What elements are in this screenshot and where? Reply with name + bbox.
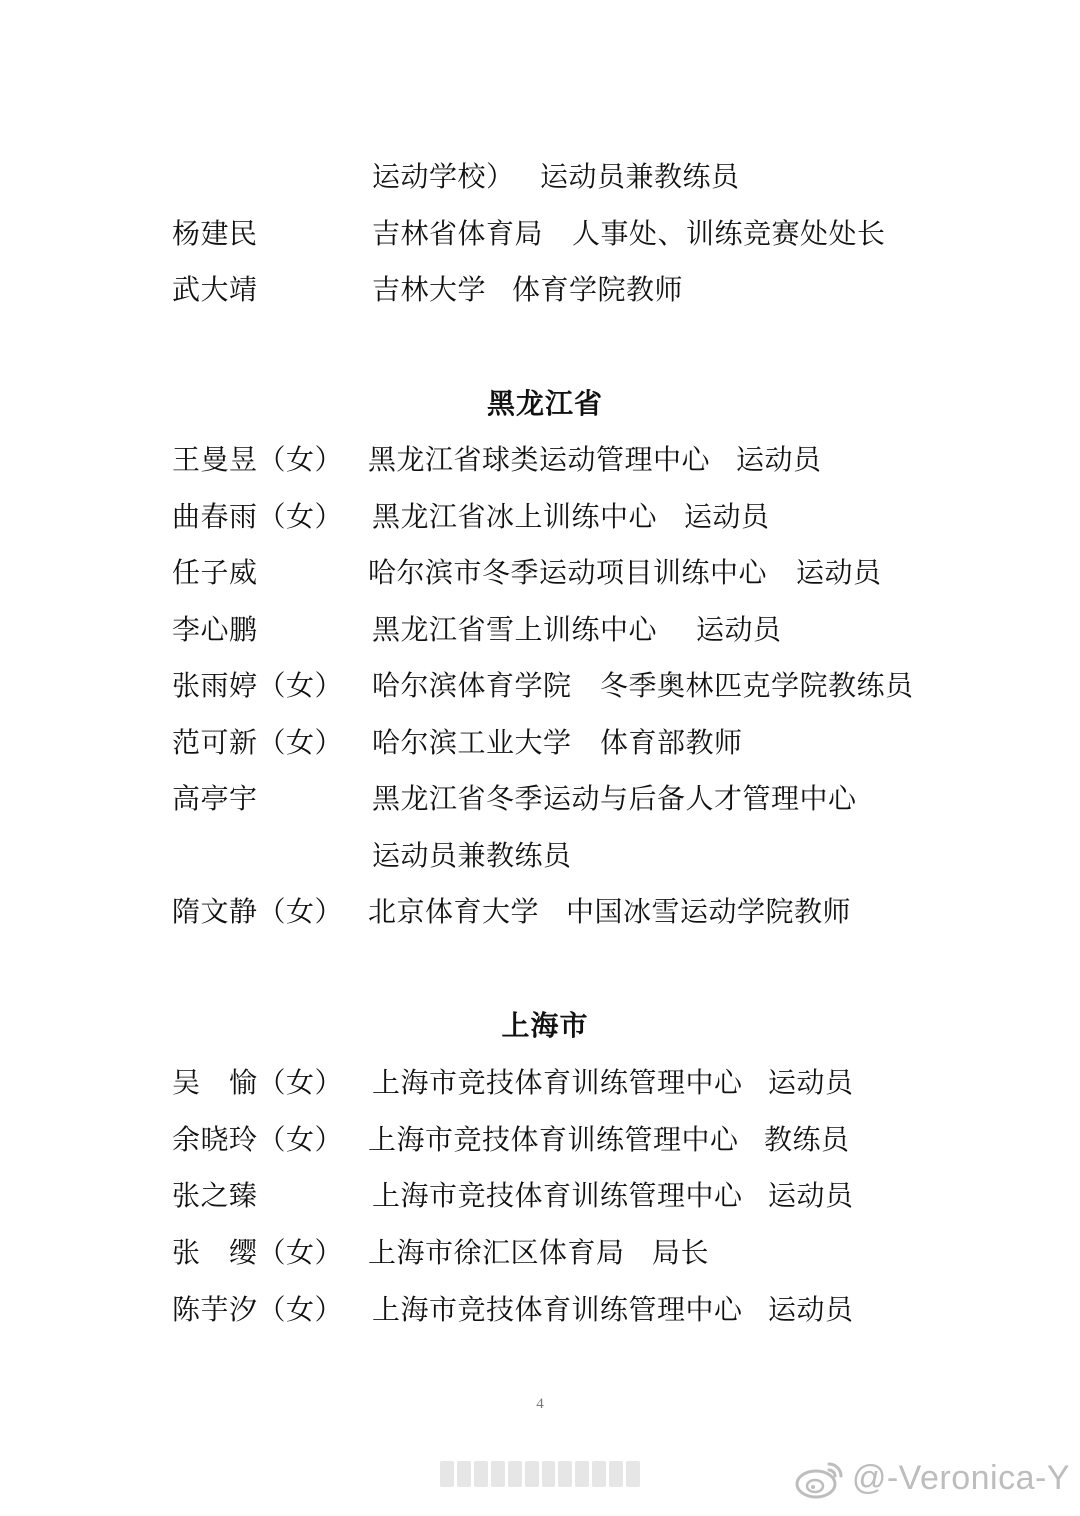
entry-org: 运动学校） [372, 160, 515, 193]
entry-name: 武大靖 [172, 273, 258, 306]
entry-org: 上海市竞技体育训练管理中心 [368, 1123, 739, 1156]
entry-name: 吴 愉（女） [172, 1066, 344, 1099]
entry-org: 上海市徐汇区体育局 [368, 1236, 625, 1269]
entry-name: 曲春雨（女） [172, 500, 344, 533]
entry-org: 上海市竞技体育训练管理中心 [372, 1066, 743, 1099]
section-heading: 黑龙江省 [486, 387, 603, 420]
entry-title: 冬季奥林匹克学院教练员 [600, 669, 914, 702]
entry-org: 黑龙江省球类运动管理中心 [368, 443, 711, 476]
entry-org: 哈尔滨工业大学 [372, 726, 572, 759]
entry-org: 哈尔滨市冬季运动项目训练中心 [368, 556, 768, 589]
entry-org: 黑龙江省冰上训练中心 [372, 500, 658, 533]
entry-title: 人事处、训练竞赛处处长 [572, 217, 886, 250]
entry-name: 陈芋汐（女） [172, 1293, 344, 1326]
entry-title: 运动员 [736, 443, 822, 476]
entry-org: 上海市竞技体育训练管理中心 [372, 1293, 743, 1326]
entry-title: 运动员 [696, 613, 782, 646]
page-number: 4 [536, 1396, 544, 1412]
entry-title: 中国冰雪运动学院教师 [566, 895, 852, 928]
entry-name: 张 缨（女） [172, 1236, 344, 1269]
entry-title: 运动员兼教练员 [540, 160, 740, 193]
entry-title: 运动员 [796, 556, 882, 589]
entry-title: 局长 [652, 1236, 710, 1269]
entry-title: 运动员 [684, 500, 770, 533]
entry-org: 黑龙江省雪上训练中心 [372, 613, 658, 646]
entry-name: 王曼昱（女） [172, 443, 344, 476]
entry-name: 李心鹏 [172, 613, 258, 646]
entry-org: 黑龙江省冬季运动与后备人才管理中心 [372, 782, 857, 815]
entry-name: 高亭宇 [172, 782, 258, 815]
entry-title: 体育部教师 [600, 726, 743, 759]
entry-title: 运动员 [768, 1066, 854, 1099]
entry-name: 任子威 [172, 556, 258, 589]
blurred-text [440, 1461, 640, 1487]
entry-title: 教练员 [764, 1123, 850, 1156]
watermark-text: @-Veronica-Y [851, 1458, 1070, 1497]
entry-name: 隋文静（女） [172, 895, 344, 928]
entry-title: 运动员 [768, 1293, 854, 1326]
weibo-icon [794, 1456, 846, 1500]
entry-org: 上海市竞技体育训练管理中心 [372, 1179, 743, 1212]
entry-org: 北京体育大学 [368, 895, 540, 928]
entry-title: 运动员 [768, 1179, 854, 1212]
entry-name: 张之臻 [172, 1179, 258, 1212]
entry-title: 体育学院教师 [512, 273, 684, 306]
section-heading: 上海市 [501, 1009, 589, 1042]
entry-org: 吉林省体育局 [372, 217, 544, 250]
entry-org-continued: 运动员兼教练员 [372, 839, 572, 872]
entry-org: 吉林大学 [372, 273, 487, 306]
entry-name: 张雨婷（女） [172, 669, 344, 702]
watermark [794, 1450, 1070, 1506]
entry-name: 余晓玲（女） [172, 1123, 344, 1156]
entry-org: 哈尔滨体育学院 [372, 669, 572, 702]
entry-name: 范可新（女） [172, 726, 344, 759]
entry-name: 杨建民 [172, 217, 258, 250]
